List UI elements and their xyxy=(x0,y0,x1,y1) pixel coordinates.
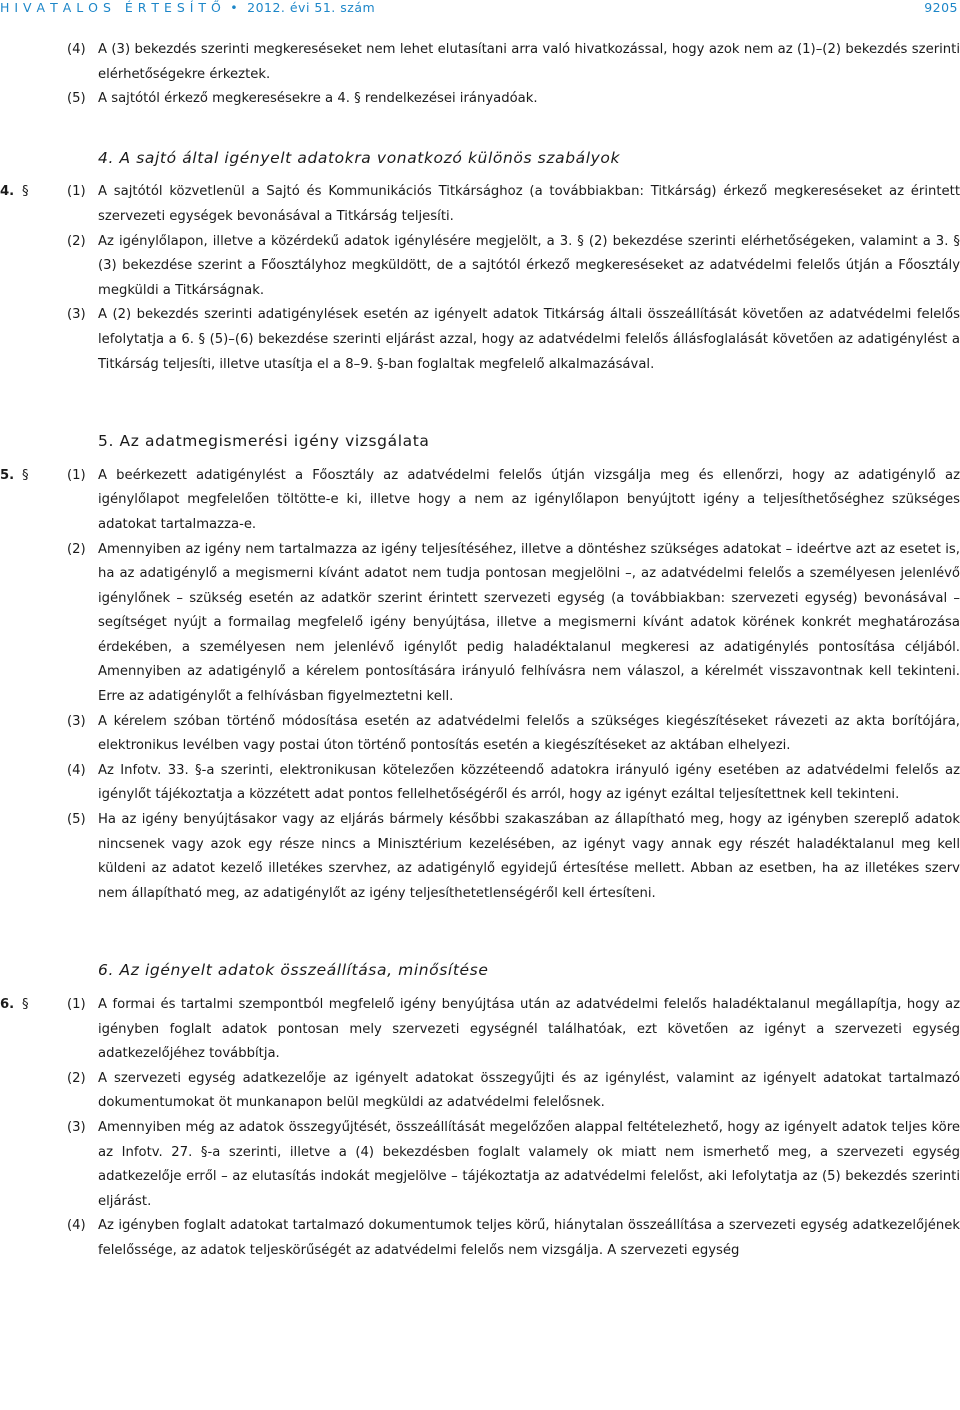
paragraph-number: (3) xyxy=(67,1119,86,1135)
paragraph-number: (2) xyxy=(67,541,86,557)
paragraph xyxy=(0,1067,960,1116)
paragraph-number: (2) xyxy=(67,1070,86,1086)
paragraph xyxy=(0,759,960,808)
section-symbol: § xyxy=(22,467,29,483)
paragraph xyxy=(0,303,960,377)
paragraph xyxy=(0,710,960,759)
paragraph-text: A (3) bekezdés szerinti megkereséseket nem lehet elutasítani arra való hivatkozással, hogy azok nem az (1)–(2) bekezdés szerinti elérhetőségekre érkeztek. xyxy=(98,42,960,82)
section-number: 4. xyxy=(0,184,15,200)
paragraph-number: (2) xyxy=(67,233,86,249)
paragraph-number: (3) xyxy=(67,713,86,729)
paragraph xyxy=(0,180,960,229)
page-number: 9205 xyxy=(924,0,958,15)
section-number: 6. xyxy=(0,997,15,1012)
paragraph-text: Ha az igény benyújtásakor vagy az eljárás bármely későbbi szakaszában az állapítható meg, hogy az igényben szereplő adatok nincsenek vagy azok egy része nincs a Minisztérium kezelésében, az igényt vagy annak egy részét haladéktalanul meg kell küldeni az adatot kezelő illetékes szervhez, az adatigénylő egyidejű értesítése mellett. Abban az esetben, ha az illetékes szerv nem állapítható meg, az adatigénylőt az igény teljesíthetetlenségéről kell értesíteni. xyxy=(98,812,960,901)
paragraph-text: Amennyiben az igény nem tartalmazza az igény teljesítéséhez, illetve a döntéshez szükséges adatokat – ideértve azt az esetet is, ha az adatigénylő a megismerni kívánt adatot nem tudja pontosan megjelölni –, az adatvédelmi felelős a személyesen jelenlévő igénylőnek – szükség esetén az adatkör szerint érintett szervezeti egység (a továbbiakban: szervezeti egység) bevonásával – segítséget nyújt a formailag megfelelő igény benyújtása, illetve a megismerni kívánt adatok körének konkrét meghatározása érdekében, a személyesen nem jelenlévő igénylőt pedig haladéktalanul megkeresi az adatigénylés pontosítása céljából. Amennyiben az adatigénylő a kérelem pontosítására irányuló felhívásra nem válaszol, a kérelmét visszavontnak kell tekinteni. Erre az adatigénylőt a felhívásban figyelmeztetni kell. xyxy=(98,541,960,705)
paragraph-text: A beérkezett adatigénylést a Főosztály az adatvédelmi felelős útján vizsgálja meg és ellenőrzi, hogy az adatigénylő az igénylőlapot megfelelően töltötte-e ki, illetve hogy a nem az igénylőlapon benyújtott igény a teljesíthetőséghez szükséges adatokat tartalmazza-e. xyxy=(98,467,960,532)
section-symbol: § xyxy=(22,997,29,1012)
paragraph-number: (4) xyxy=(67,1218,86,1234)
paragraph xyxy=(0,1116,960,1214)
paragraph xyxy=(0,38,960,87)
page-header xyxy=(0,0,960,16)
paragraph xyxy=(0,464,960,538)
document-body xyxy=(0,38,960,1264)
paragraph-number: (3) xyxy=(67,307,86,323)
publication-title: H I V A T A L O S É R T E S Í T Ő • 2012. évi 51. szám xyxy=(0,0,376,15)
section-number: 5. xyxy=(0,467,15,483)
paragraph-text: A formai és tartalmi szempontból megfelelő igény benyújtása után az adatvédelmi felelős haladéktalanul megállapítja, hogy az igényben foglalt adatok pontosan mely szervezeti egységnél találhatóak, ezt követően az igényt a szervezeti egység adatkezelőjéhez továbbítja. xyxy=(98,997,960,1062)
paragraph-text: A sajtótól érkező megkeresésekre a 4. § rendelkezései irányadóak. xyxy=(98,91,538,107)
section-heading: 6. Az igényelt adatok összeállítása, minősítése xyxy=(98,961,489,980)
paragraph-number: (5) xyxy=(67,812,86,828)
section-symbol: § xyxy=(22,184,29,200)
paragraph-number: (1) xyxy=(67,184,86,200)
paragraph-text: A szervezeti egység adatkezelője az igényelt adatokat összegyűjti és az igénylést, valamint az igényelt adatokat tartalmazó dokumentumokat öt munkanapon belül megküldi az adatvédelmi felelősnek. xyxy=(98,1070,960,1111)
paragraph xyxy=(0,87,960,112)
paragraph-text: A (2) bekezdés szerinti adatigénylések esetén az igényelt adatok Titkárság általi összeállítását követően az adatvédelmi felelős lefolytatja a 6. § (5)–(6) bekezdése szerinti eljárást azzal, hogy az adatvédelmi felelős állásfoglalását követően az adatigénylést a Titkárság teljesíti, illetve utasítja el a 8–9. §-ban foglaltak megfelelő alkalmazásával. xyxy=(98,307,960,372)
paragraph xyxy=(0,808,960,906)
paragraph-number: (1) xyxy=(67,467,86,483)
paragraph xyxy=(0,538,960,710)
paragraph xyxy=(0,230,960,304)
paragraph-text: Az Infotv. 33. §-a szerinti, elektronikusan kötelezően közzéteendő adatokra irányuló igény esetében az adatvédelmi felelős az igénylőt tájékoztatja a közzétett adat pontos fellelhetőségéről és arról, hogy az igényt ezáltal teljesítettnek kell tekinteni. xyxy=(98,762,960,803)
paragraph-number: (4) xyxy=(67,42,86,57)
paragraph-text: A sajtótól közvetlenül a Sajtó és Kommunikációs Titkársághoz (a továbbiakban: Titkárság) érkező megkereséseket az érintett szervezeti egységek bevonásával a Titkárság teljesíti. xyxy=(98,184,960,224)
section-heading: 5. Az adatmegismerési igény vizsgálata xyxy=(98,432,430,451)
paragraph-text: Az igényben foglalt adatokat tartalmazó dokumentumok teljes körű, hiánytalan összeállítása a szervezeti egység adatkezelőjének felelőssége, az adatok teljeskörűségét az adatvédelmi felelős nem vizsgálja. A szervezeti egység xyxy=(98,1218,960,1258)
paragraph xyxy=(0,993,960,1067)
paragraph-text: Az igénylőlapon, illetve a közérdekű adatok igénylésére megjelölt, a 3. § (2) bekezdése szerinti elérhetőségeken, valamint a 3. § (3) bekezdése szerint a Főosztályhoz megküldött, de a sajtótól érkező megkereséseket az adatvédelmi felelős útján a Főosztály megküldi a Titkárságnak. xyxy=(98,233,960,298)
paragraph-text: Amennyiben még az adatok összegyűjtését, összeállítását megelőzően alappal feltételezhető, hogy az igényelt adatok teljes köre az Infotv. 27. §-a szerinti, illetve a (4) bekezdésben foglalt valamely ok miatt nem ismerhető meg, a szervezeti egység adatkezelője erről – az elutasítás indokát megjelölve – tájékoztatja az adatvédelmi felelőst, aki lefolytatja az (5) bekezdés szerinti eljárást. xyxy=(98,1119,960,1209)
paragraph-text: A kérelem szóban történő módosítása esetén az adatvédelmi felelős a szükséges kiegészítéseket rávezeti az akta borítójára, elektronikus levélben vagy postai úton történő pontosítás esetén a kiegészítéseket az aktában elhelyezi. xyxy=(98,713,960,754)
paragraph-number: (5) xyxy=(67,91,86,107)
paragraph-number: (1) xyxy=(67,997,86,1012)
section-heading: 4. A sajtó által igényelt adatokra vonatkozó különös szabályok xyxy=(98,148,621,167)
paragraph-number: (4) xyxy=(67,762,86,778)
paragraph xyxy=(0,1214,960,1263)
